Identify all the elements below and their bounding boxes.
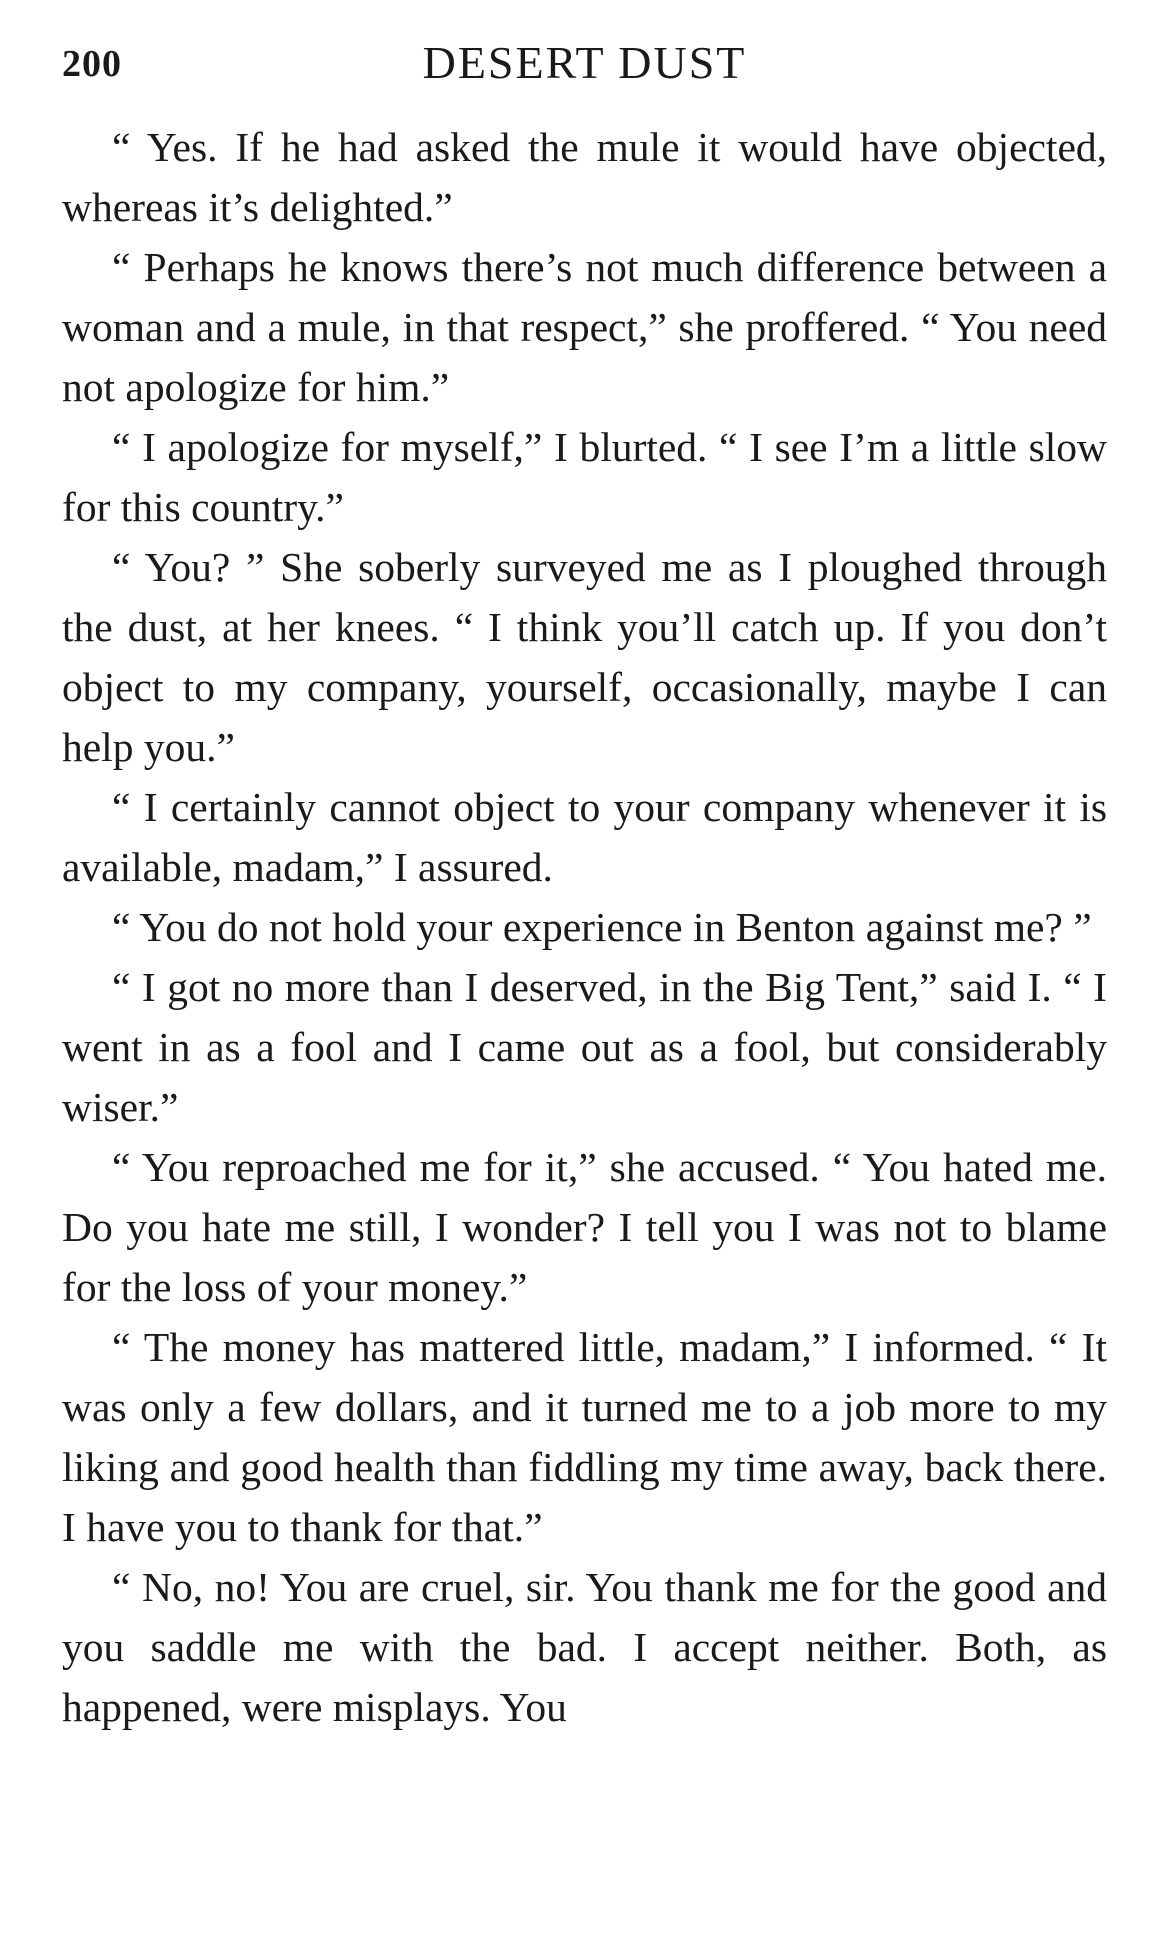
page-header (62, 36, 1107, 96)
paragraph: “ You reproached me for it,” she accused. “ You hated me. Do you hate me still, I wonder? I tell you I was not to blame for the loss of your money.” (62, 1144, 1107, 1310)
page-number: 200 (62, 43, 122, 85)
paragraph: “ I certainly cannot object to your company whenever it is available, madam,” I assured. (62, 784, 1107, 890)
paragraph: “ The money has mattered little, madam,” I informed. “ It was only a few dollars, and it turned me to a job more to my liking and good health than fiddling my time away, back there. I have you to thank for that.” (62, 1324, 1107, 1550)
paragraph: “ I got no more than I deserved, in the Big Tent,” said I. “ I went in as a fool and I came out as a fool, but considerably wiser.” (62, 964, 1107, 1130)
running-title: DESERT DUST (422, 37, 747, 88)
paragraph: “ You? ” She soberly surveyed me as I ploughed through the dust, at her knees. “ I think you’ll catch up. If you don’t object to my company, yourself, occasionally, maybe I can help you.” (62, 544, 1107, 770)
paragraph: “ I apologize for myself,” I blurted. “ I see I’m a little slow for this country.” (62, 424, 1107, 530)
body-text (62, 117, 1107, 1737)
paragraph: “ Perhaps he knows there’s not much difference between a woman and a mule, in that respect,” she proffered. “ You need not apologize for him.” (62, 244, 1107, 410)
paragraph: “ You do not hold your experience in Benton against me? ” (112, 904, 1092, 950)
paragraph: “ No, no! You are cruel, sir. You thank me for the good and you saddle me with the bad. I accept neither. Both, as happened, were misplays. You (62, 1564, 1107, 1730)
paragraph: “ Yes. If he had asked the mule it would have objected, whereas it’s delighted.” (62, 124, 1107, 230)
